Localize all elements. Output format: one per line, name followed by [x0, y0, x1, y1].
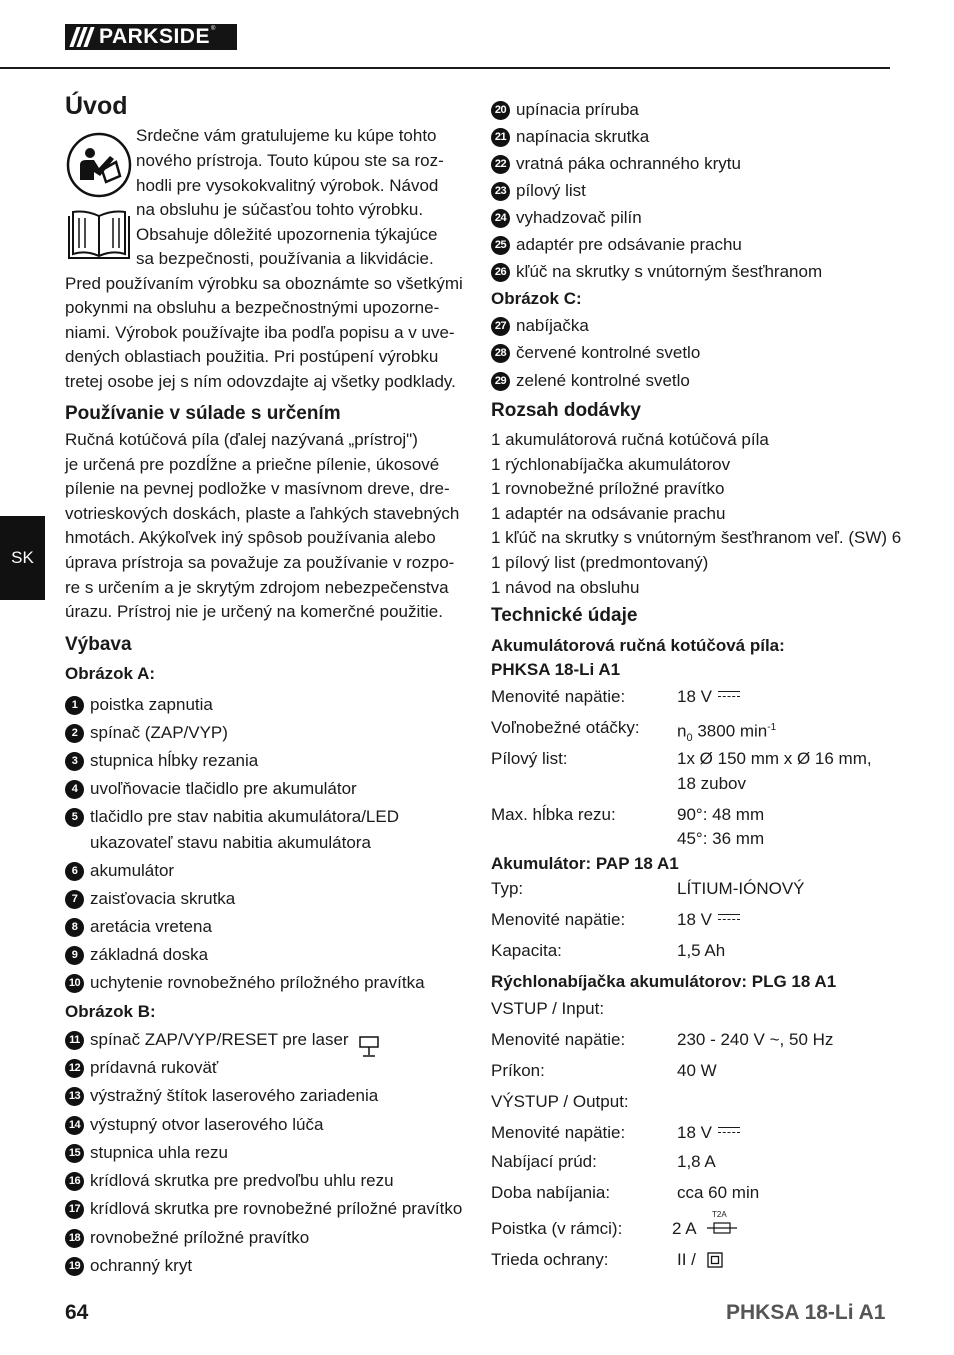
- intended-use-line: Ručná kotúčová píla (ďalej nazývaná „prístroj"): [65, 430, 418, 449]
- intro-line: hodli pre vysokokvalitný výrobok. Návod: [136, 176, 439, 195]
- intro-line: na obsluhu je súčasťou tohto výrobku.: [136, 200, 424, 219]
- delivery-line: 1 rýchlonabíjačka akumulátorov: [491, 455, 731, 474]
- intro-line: pokynmi na obsluhu a bezpečnostnými upozorne-: [65, 298, 440, 317]
- spec-value: LÍTIUM-IÓNOVÝ: [677, 879, 805, 898]
- page-number: 64: [65, 1301, 89, 1324]
- list-item: 28 červené kontrolné svetlo: [491, 343, 700, 363]
- spec-label: Voľnobežné otáčky:: [491, 718, 640, 737]
- list-item: 10 uchytenie rovnobežného príložného pravítka: [65, 973, 425, 993]
- spec-value: 1,8 A: [677, 1152, 716, 1171]
- saw-heading: Akumulátorová ručná kotúčová píla:: [491, 636, 785, 655]
- spec-label: Poistka (v rámci):: [491, 1219, 623, 1238]
- intro-line: dených oblastiach použitia. Pri postúpení výrobku: [65, 347, 439, 366]
- spec-value: 2 A: [672, 1219, 697, 1238]
- list-item: 26 kľúč na skrutky s vnútorným šesťhranom: [491, 262, 822, 282]
- language-tab: SK: [0, 516, 45, 600]
- list-item: 5 tlačidlo pre stav nabitia akumulátora/LED: [65, 807, 399, 827]
- spec-label: Kapacita:: [491, 941, 562, 960]
- list-item: 9 základná doska: [65, 945, 208, 965]
- list-item: 1 poistka zapnutia: [65, 695, 213, 715]
- spec-value: 18 V: [677, 1123, 740, 1143]
- delivery-line: 1 akumulátorová ručná kotúčová píla: [491, 430, 769, 449]
- figure-a-label: Obrázok A:: [65, 664, 156, 683]
- list-item: 12 prídavná rukoväť: [65, 1058, 218, 1078]
- intended-use-line: je určená pre pozdĺžne a priečne pílenie, úkosové: [65, 455, 440, 474]
- footer-model: PHKSA 18-Li A1: [726, 1301, 886, 1324]
- delivery-line: 1 kľúč na skrutky s vnútorným šesťhranom veľ. (SW) 6: [491, 528, 902, 547]
- list-item: 8 aretácia vretena: [65, 917, 212, 937]
- intended-use-line: úprava prístroja sa považuje za používanie v rozpo-: [65, 553, 455, 572]
- spec-label: Menovité napätie:: [491, 1123, 626, 1142]
- spec-value: 40 W: [677, 1061, 717, 1080]
- registered-mark: ®: [210, 26, 216, 32]
- intro-line: Pred používaním výrobku sa oboznámte so všetkými: [65, 274, 463, 293]
- read-manual-icon: [66, 132, 132, 198]
- intro-line: nového prístroja. Touto kúpou ste sa roz-: [136, 151, 444, 170]
- dc-symbol-icon: [718, 914, 740, 923]
- list-item: 17 krídlová skrutka pre rovnobežné príložné pravítko: [65, 1199, 462, 1219]
- charger-output-heading: VÝSTUP / Output:: [491, 1092, 629, 1111]
- list-item: 18 rovnobežné príložné pravítko: [65, 1228, 309, 1248]
- logo-slashes-icon: [65, 24, 99, 50]
- spec-value: 18 V: [677, 910, 740, 930]
- list-item: 19 ochranný kryt: [65, 1256, 192, 1276]
- intro-line: niami. Výrobok používajte iba podľa popisu a v uve-: [65, 323, 455, 342]
- figure-b-label: Obrázok B:: [65, 1002, 156, 1021]
- spec-label: Trieda ochrany:: [491, 1250, 609, 1269]
- protection-class-ii-icon: [707, 1252, 723, 1268]
- charger-heading: Rýchlonabíjačka akumulátorov: PLG 18 A1: [491, 972, 837, 991]
- intended-use-line: re s určením a je skrytým zdrojom nebezpečenstva: [65, 578, 449, 597]
- spec-value: 1x Ø 150 mm x Ø 16 mm,: [677, 749, 872, 768]
- spec-label: Príkon:: [491, 1061, 545, 1080]
- spec-value: 18 V: [677, 687, 740, 707]
- delivery-line: 1 adaptér na odsávanie prachu: [491, 504, 726, 523]
- charger-input-heading: VSTUP / Input:: [491, 999, 605, 1018]
- dc-symbol-icon: [718, 691, 740, 700]
- tech-title: Technické údaje: [491, 605, 638, 626]
- spec-label: Pílový list:: [491, 749, 568, 768]
- saw-model: PHKSA 18-Li A1: [491, 660, 621, 679]
- intended-use-line: úrazu. Prístroj nie je určený na komerčné použitie.: [65, 602, 443, 621]
- list-item: 25 adaptér pre odsávanie prachu: [491, 235, 742, 255]
- battery-heading: Akumulátor: PAP 18 A1: [491, 854, 679, 873]
- spec-label: Menovité napätie:: [491, 1030, 626, 1049]
- list-item: 7 zaisťovacia skrutka: [65, 889, 235, 909]
- delivery-line: 1 pílový list (predmontovaný): [491, 553, 709, 572]
- intro-line: sa bezpečnosti, používania a likvidácie.: [136, 249, 434, 268]
- brand-name: PARKSIDE: [99, 25, 210, 48]
- intro-line: Srdečne vám gratulujeme ku kúpe tohto: [136, 126, 437, 145]
- spec-value: II /: [677, 1250, 696, 1269]
- spec-value: 90°: 48 mm: [677, 805, 765, 824]
- intro-line: Obsahuje dôležité upozornenia týkajúce: [136, 225, 438, 244]
- list-item: 29 zelené kontrolné svetlo: [491, 371, 690, 391]
- spec-label: Doba nabíjania:: [491, 1183, 611, 1202]
- list-item: 3 stupnica hĺbky rezania: [65, 751, 258, 771]
- list-item: 27 nabíjačka: [491, 316, 589, 336]
- spec-value: 18 zubov: [677, 774, 746, 793]
- spec-label: Menovité napätie:: [491, 687, 626, 706]
- spec-value: cca 60 min: [677, 1183, 760, 1202]
- delivery-title: Rozsah dodávky: [491, 400, 641, 421]
- list-item: 20 upínacia príruba: [491, 100, 639, 120]
- intro-title: Úvod: [65, 92, 128, 120]
- list-item: 6 akumulátor: [65, 861, 174, 881]
- manual-book-icon: [66, 208, 132, 262]
- laser-symbol-icon: [357, 1034, 381, 1060]
- list-item: 16 krídlová skrutka pre predvoľbu uhlu rezu: [65, 1171, 394, 1191]
- intended-use-line: votrieskových doskách, plaste a ľahkých stavebných: [65, 504, 460, 523]
- list-item: 13 výstražný štítok laserového zariadenia: [65, 1086, 378, 1106]
- figure-c-label: Obrázok C:: [491, 289, 582, 308]
- list-item: 4 uvoľňovacie tlačidlo pre akumulátor: [65, 779, 357, 799]
- list-item: 22 vratná páka ochranného krytu: [491, 154, 741, 174]
- spec-value: $n_0$ 3800 $\min^{-1}$: [677, 721, 777, 745]
- fuse-symbol-icon: T2A: [706, 1210, 738, 1240]
- delivery-line: 1 návod na obsluhu: [491, 578, 640, 597]
- dc-symbol-icon: [718, 1127, 740, 1136]
- parkside-logo: [65, 24, 237, 50]
- equipment-title: Výbava: [65, 634, 132, 655]
- list-item: 2 spínač (ZAP/VYP): [65, 723, 228, 743]
- list-item-continuation: ukazovateľ stavu nabitia akumulátora: [90, 833, 371, 852]
- list-item: 15 stupnica uhla rezu: [65, 1143, 228, 1163]
- list-item: 11 spínač ZAP/VYP/RESET pre laser: [65, 1030, 349, 1050]
- delivery-line: 1 rovnobežné príložné pravítko: [491, 479, 725, 498]
- intended-use-line: pílenie na pevnej podložke v masívnom dreve, dre-: [65, 479, 450, 498]
- spec-value: 230 - 240 V ~, 50 Hz: [677, 1030, 834, 1049]
- intended-use-title: Používanie v súlade s určením: [65, 403, 341, 424]
- spec-value: 1,5 Ah: [677, 941, 726, 960]
- spec-label: Nabíjací prúd:: [491, 1152, 597, 1171]
- list-item: 23 pílový list: [491, 181, 586, 201]
- header-rule: [0, 67, 890, 69]
- list-item: 14 výstupný otvor laserového lúča: [65, 1115, 323, 1135]
- spec-value: 45°: 36 mm: [677, 829, 765, 848]
- intro-line: tretej osobe jej s ním odovzdajte aj všetky podklady.: [65, 372, 456, 391]
- list-item: 24 vyhadzovač pilín: [491, 208, 642, 228]
- spec-label: Max. hĺbka rezu:: [491, 805, 616, 824]
- spec-label: Typ:: [491, 879, 524, 898]
- list-item: 21 napínacia skrutka: [491, 127, 649, 147]
- spec-label: Menovité napätie:: [491, 910, 626, 929]
- intended-use-line: hmotách. Akýkoľvek iný spôsob používania alebo: [65, 528, 436, 547]
